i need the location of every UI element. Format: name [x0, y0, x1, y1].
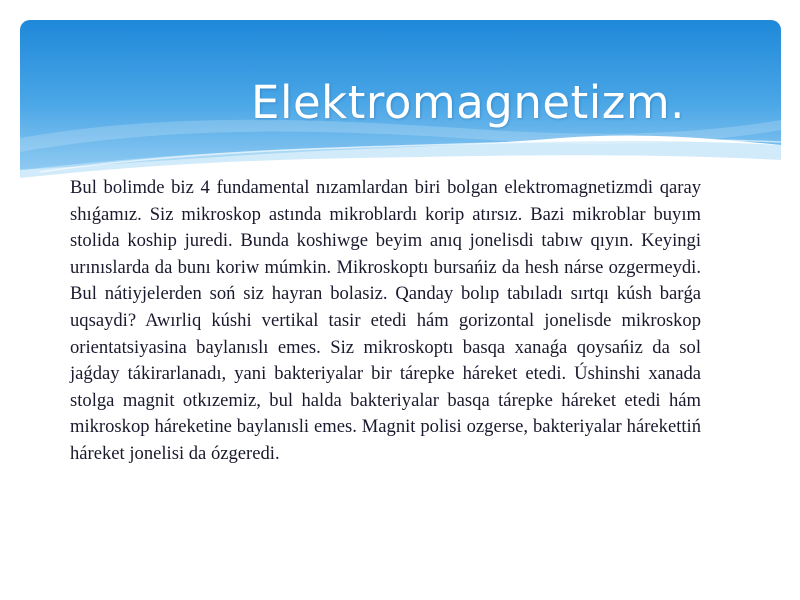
slide-title: Elektromagnetizm. [251, 76, 685, 129]
slide-body-paragraph: Bul bolimde biz 4 fundamental nızamlardan biri bolgan elektromagnetizmdi qaray shıǵamız. Siz mikroskop astında mikroblardı korip atırsız. Bazi mikroblar buyım stolida koship juredi. Bunda koshiwge beyim anıq jonelisdi tabıw qıyın. Keyingi urınıslarda da bunı koriw múmkin. Mikroskoptı bursańiz da hesh nárse ozgermeydi. Bul nátiyjelerden soń siz hayran bolasiz. Qanday bolıp tabıladı sırtqı kúsh barǵa uqsaydi? Awırliq kúshi vertikal tasir etedi hám gorizontal jonelisde mikroskop orientatsiyasina baylanıslı emes. Siz mikroskoptı basqa xanaǵa qoysańiz da sol jaǵday tákirarlanadı, yani bakteriyalar bir tárepke háreket etedi. Úshinshi xanada stolga magnit otkızemiz, bul halda bakteriyalar basqa tárepke háreket etedi hám mikroskop háreketine baylanısli emes. Magnit polisi ozgerse, bakteriyalar hárekettiń háreket jonelisi da ózgeredi. [70, 177, 701, 464]
